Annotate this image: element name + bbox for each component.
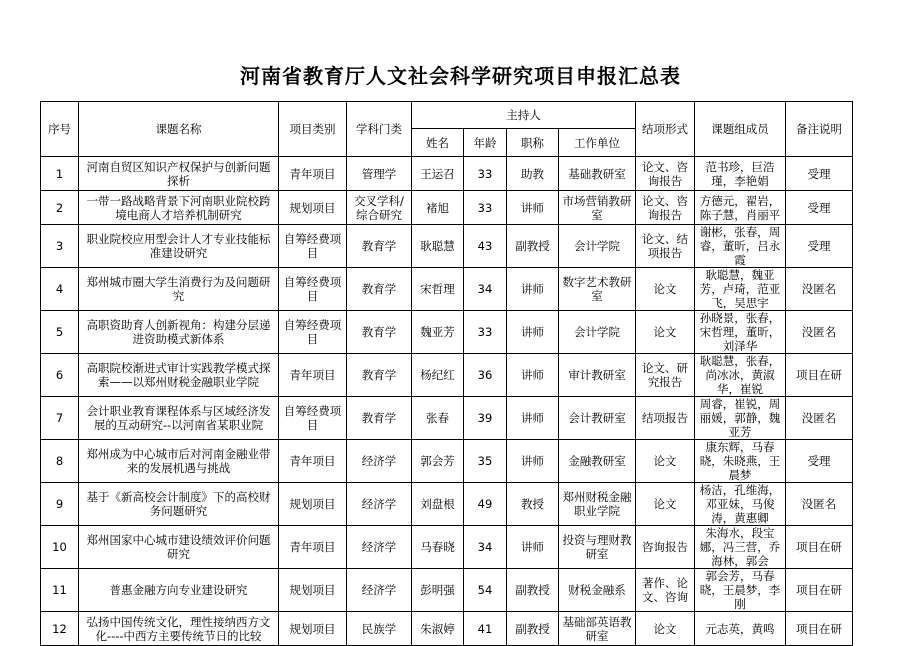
cell-name: 耿聪慧: [412, 225, 464, 268]
cell-form: 论文、咨询报告: [636, 191, 695, 225]
table-row: [41, 483, 853, 526]
cell-discipline: 教育学: [347, 311, 412, 354]
header-topic: 课题名称: [79, 102, 279, 157]
cell-age: 33: [464, 191, 507, 225]
cell-topic: 弘扬中国传统文化，理性接纳西方文化----中西方主要传统节日的比较: [79, 612, 279, 646]
cell-discipline: 民族学: [347, 612, 412, 646]
cell-topic: 郑州成为中心城市后对河南金融业带来的发展机遇与挑战: [79, 440, 279, 483]
cell-members: 元志英，黄鸣: [695, 612, 786, 646]
cell-category: 规划项目: [279, 483, 347, 526]
cell-category: 规划项目: [279, 191, 347, 225]
cell-rank: 讲师: [507, 191, 559, 225]
header-seq: 序号: [41, 102, 79, 157]
cell-unit: 金融教研室: [559, 440, 636, 483]
cell-seq: 5: [41, 311, 79, 354]
cell-category: 规划项目: [279, 569, 347, 612]
cell-form: 咨询报告: [636, 526, 695, 569]
cell-members: 朱海水，段宝娜，冯三营，乔海林，郭会: [695, 526, 786, 569]
cell-discipline: 教育学: [347, 225, 412, 268]
table-row: [41, 612, 853, 646]
cell-topic: 会计职业教育课程体系与区域经济发展的互动研究--以河南省某职业院: [79, 397, 279, 440]
cell-name: 魏亚芳: [412, 311, 464, 354]
cell-name: 张春: [412, 397, 464, 440]
table-row: [41, 157, 853, 191]
cell-seq: 2: [41, 191, 79, 225]
cell-rank: 副教授: [507, 569, 559, 612]
cell-members: 孙晓景，张春，宋哲理，董昕，刘泽华: [695, 311, 786, 354]
cell-age: 39: [464, 397, 507, 440]
cell-unit: 数字艺术教研室: [559, 268, 636, 311]
cell-name: 宋哲理: [412, 268, 464, 311]
cell-members: 方德元，翟岩，陈子慧，肖丽平: [695, 191, 786, 225]
cell-form: 论文: [636, 311, 695, 354]
header-name: 姓名: [412, 129, 464, 157]
cell-unit: 会计学院: [559, 311, 636, 354]
cell-unit: 审计教研室: [559, 354, 636, 397]
cell-unit: 投资与理财教研室: [559, 526, 636, 569]
cell-topic: 普惠金融方向专业建设研究: [79, 569, 279, 612]
cell-rank: 讲师: [507, 526, 559, 569]
cell-members: 谢彬，张春，周睿，董昕，吕永霞: [695, 225, 786, 268]
cell-seq: 3: [41, 225, 79, 268]
table-row: [41, 397, 853, 440]
cell-topic: 基于《新高校会计制度》下的高校财务问题研究: [79, 483, 279, 526]
cell-rank: 讲师: [507, 268, 559, 311]
cell-unit: 市场营销教研室: [559, 191, 636, 225]
cell-seq: 6: [41, 354, 79, 397]
cell-age: 34: [464, 526, 507, 569]
header-age: 年龄: [464, 129, 507, 157]
cell-topic: 高职院校渐进式审计实践教学模式探索——以郑州财税金融职业学院: [79, 354, 279, 397]
page-title: 河南省教育厅人文社会科学研究项目申报汇总表: [240, 64, 681, 88]
cell-members: 周睿，崔锐，周丽媛，郭静，魏亚芳: [695, 397, 786, 440]
cell-rank: 讲师: [507, 354, 559, 397]
cell-topic: 河南自贸区知识产权保护与创新问题探析: [79, 157, 279, 191]
cell-remark: 项目在研: [786, 569, 853, 612]
header-unit: 工作单位: [559, 129, 636, 157]
cell-category: 青年项目: [279, 526, 347, 569]
cell-category: 自筹经费项目: [279, 268, 347, 311]
cell-category: 自筹经费项目: [279, 397, 347, 440]
cell-age: 54: [464, 569, 507, 612]
header-host: 主持人: [412, 102, 636, 129]
cell-rank: 副教授: [507, 225, 559, 268]
cell-discipline: 管理学: [347, 157, 412, 191]
cell-form: 论文: [636, 268, 695, 311]
cell-name: 郭会芳: [412, 440, 464, 483]
cell-remark: 受理: [786, 157, 853, 191]
cell-topic: 职业院校应用型会计人才专业技能标准建设研究: [79, 225, 279, 268]
cell-remark: 项目在研: [786, 354, 853, 397]
cell-remark: 受理: [786, 191, 853, 225]
cell-members: 范书珍，巨浩瑾，李艳娟: [695, 157, 786, 191]
cell-seq: 8: [41, 440, 79, 483]
cell-seq: 4: [41, 268, 79, 311]
cell-seq: 9: [41, 483, 79, 526]
cell-remark: 没匿名: [786, 483, 853, 526]
cell-name: 马春晓: [412, 526, 464, 569]
cell-rank: 讲师: [507, 440, 559, 483]
cell-seq: 10: [41, 526, 79, 569]
cell-rank: 教授: [507, 483, 559, 526]
table-row: [41, 225, 853, 268]
cell-category: 自筹经费项目: [279, 225, 347, 268]
header-category: 项目类别: [279, 102, 347, 157]
cell-members: 康东辉，马春晓，朱晓燕，王晨梦: [695, 440, 786, 483]
cell-form: 论文: [636, 612, 695, 646]
cell-discipline: 教育学: [347, 268, 412, 311]
cell-rank: 助教: [507, 157, 559, 191]
table-row: [41, 354, 853, 397]
cell-name: 朱淑婷: [412, 612, 464, 646]
cell-category: 自筹经费项目: [279, 311, 347, 354]
table-row: [41, 191, 853, 225]
cell-remark: 没匿名: [786, 311, 853, 354]
cell-remark: 项目在研: [786, 612, 853, 646]
header-remark: 备注说明: [786, 102, 853, 157]
cell-age: 35: [464, 440, 507, 483]
cell-unit: 基础部英语教研室: [559, 612, 636, 646]
cell-category: 青年项目: [279, 440, 347, 483]
cell-age: 34: [464, 268, 507, 311]
cell-unit: 郑州财税金融职业学院: [559, 483, 636, 526]
cell-discipline: 经济学: [347, 569, 412, 612]
cell-unit: 财税金融系: [559, 569, 636, 612]
cell-form: 论文、研究报告: [636, 354, 695, 397]
cell-rank: 副教授: [507, 612, 559, 646]
cell-form: 论文: [636, 483, 695, 526]
cell-name: 杨纪红: [412, 354, 464, 397]
cell-age: 43: [464, 225, 507, 268]
cell-name: 褚旭: [412, 191, 464, 225]
cell-form: 论文、咨询报告: [636, 157, 695, 191]
cell-rank: 讲师: [507, 311, 559, 354]
cell-form: 著作、论文、咨询: [636, 569, 695, 612]
cell-members: 郭会芳，马春晓，王晨梦，李刚: [695, 569, 786, 612]
cell-category: 青年项目: [279, 354, 347, 397]
cell-members: 杨洁，孔维海，邓亚妹，马俊涛，黄惠卿: [695, 483, 786, 526]
header-rank: 职称: [507, 129, 559, 157]
cell-discipline: 经济学: [347, 483, 412, 526]
cell-age: 36: [464, 354, 507, 397]
cell-members: 耿聪慧，张春，尚冰冰，黄淑华，崔锐: [695, 354, 786, 397]
cell-remark: 受理: [786, 440, 853, 483]
cell-form: 论文、结项报告: [636, 225, 695, 268]
cell-category: 青年项目: [279, 157, 347, 191]
cell-discipline: 经济学: [347, 526, 412, 569]
cell-seq: 7: [41, 397, 79, 440]
cell-seq: 1: [41, 157, 79, 191]
cell-discipline: 教育学: [347, 397, 412, 440]
table-row: [41, 311, 853, 354]
cell-remark: 受理: [786, 225, 853, 268]
cell-form: 论文: [636, 440, 695, 483]
cell-members: 耿聪慧，魏亚芳，卢琦，范亚飞，吴思宇: [695, 268, 786, 311]
cell-remark: 没匿名: [786, 268, 853, 311]
cell-name: 彭明强: [412, 569, 464, 612]
cell-rank: 讲师: [507, 397, 559, 440]
cell-remark: 项目在研: [786, 526, 853, 569]
cell-name: 刘盘根: [412, 483, 464, 526]
cell-discipline: 经济学: [347, 440, 412, 483]
table-row: [41, 569, 853, 612]
cell-topic: 郑州城市圈大学生消费行为及问题研究: [79, 268, 279, 311]
header-members: 课题组成员: [695, 102, 786, 157]
cell-seq: 12: [41, 612, 79, 646]
cell-topic: 一带一路战略背景下河南职业院校跨境电商人才培养机制研究: [79, 191, 279, 225]
cell-age: 49: [464, 483, 507, 526]
table-row: [41, 440, 853, 483]
cell-topic: 郑州国家中心城市建设绩效评价问题研究: [79, 526, 279, 569]
cell-unit: 会计学院: [559, 225, 636, 268]
cell-age: 33: [464, 311, 507, 354]
header-form: 结项形式: [636, 102, 695, 157]
summary-table: [40, 101, 853, 646]
cell-remark: 没匿名: [786, 397, 853, 440]
cell-form: 结项报告: [636, 397, 695, 440]
cell-unit: 会计教研室: [559, 397, 636, 440]
cell-name: 王运召: [412, 157, 464, 191]
cell-discipline: 交叉学科/综合研究: [347, 191, 412, 225]
cell-topic: 高职资助育人创新视角：构建分层递进资助模式新体系: [79, 311, 279, 354]
cell-age: 33: [464, 157, 507, 191]
cell-seq: 11: [41, 569, 79, 612]
table-row: [41, 268, 853, 311]
cell-category: 规划项目: [279, 612, 347, 646]
cell-age: 41: [464, 612, 507, 646]
table-row: [41, 526, 853, 569]
cell-discipline: 教育学: [347, 354, 412, 397]
header-discipline: 学科门类: [347, 102, 412, 157]
cell-unit: 基础教研室: [559, 157, 636, 191]
